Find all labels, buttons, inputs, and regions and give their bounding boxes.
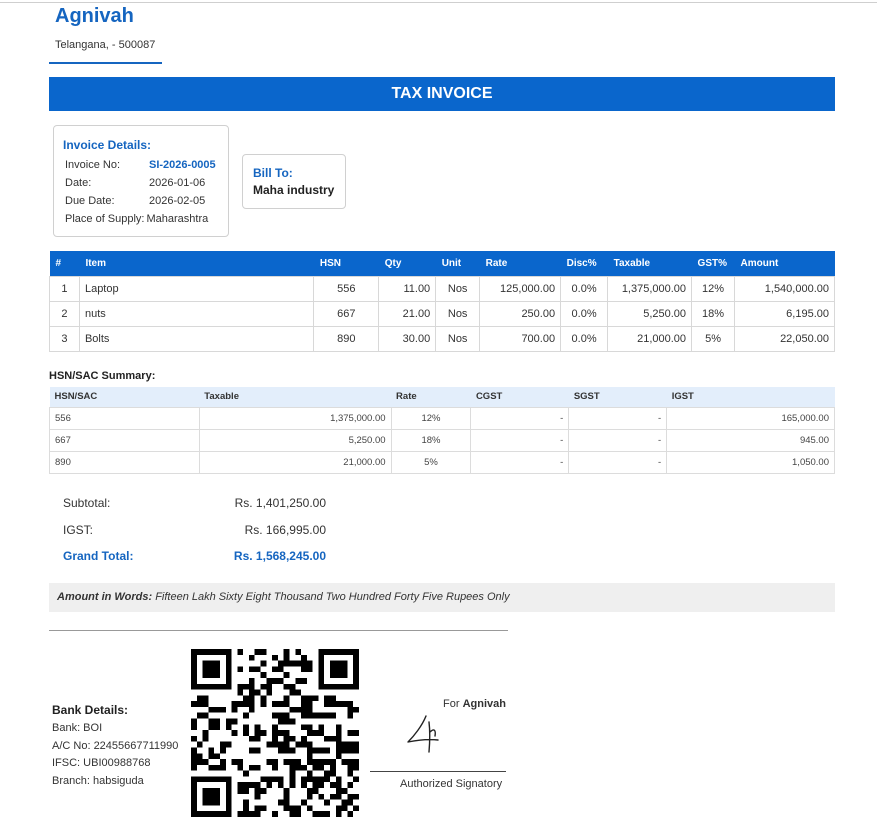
invoice-banner: TAX INVOICE — [49, 77, 835, 111]
bank-details — [52, 703, 178, 790]
item-unit: Nos — [436, 276, 480, 301]
item-name: Laptop — [79, 276, 313, 301]
amount-in-words-text: Fifteen Lakh Sixty Eight Thousand Two Hundred Forty Five Rupees Only — [155, 591, 510, 603]
grand-total-value: Rs. 1,568,245.00 — [233, 549, 326, 563]
bill-to-title: Bill To: — [253, 166, 293, 180]
bank-branch: Branch: habsiguda — [52, 774, 144, 787]
due-date-label: Due Date: — [65, 195, 115, 207]
hsn-summary-table — [49, 387, 835, 474]
items-header-cell: Taxable — [608, 251, 692, 276]
hsn-igst: 165,000.00 — [667, 407, 835, 429]
items-table — [49, 251, 835, 352]
items-header-cell: Rate — [480, 251, 561, 276]
items-header-row — [50, 251, 835, 276]
item-taxable: 1,375,000.00 — [608, 276, 692, 301]
qr-code-icon — [191, 649, 359, 817]
item-disc: 0.0% — [561, 326, 608, 351]
hsn-header-cell: SGST — [569, 387, 667, 407]
item-unit: Nos — [436, 301, 480, 326]
invoice-date-value: 2026-01-06 — [149, 177, 206, 189]
table-row — [50, 326, 835, 351]
totals-block — [63, 493, 333, 573]
item-amount: 22,050.00 — [735, 326, 835, 351]
signature-block — [370, 698, 506, 798]
subtotal-value: Rs. 1,401,250.00 — [234, 496, 326, 510]
company-underline — [49, 62, 162, 64]
place-of-supply-value: Maharashtra — [146, 213, 209, 225]
hsn-sgst: - — [569, 451, 667, 473]
item-name: Bolts — [79, 326, 313, 351]
place-of-supply-row — [63, 210, 228, 228]
subtotal-row — [63, 493, 333, 520]
invoice-date-row — [63, 174, 228, 192]
table-row — [50, 451, 835, 473]
company-name: Agnivah — [55, 5, 134, 27]
bill-to-box — [242, 154, 346, 209]
item-unit: Nos — [436, 326, 480, 351]
igst-label: IGST: — [63, 522, 94, 537]
bank-name: Bank: BOI — [52, 722, 103, 734]
hsn-header-cell: HSN/SAC — [50, 387, 200, 407]
hsn-taxable: 21,000.00 — [199, 451, 391, 473]
item-hsn: 667 — [314, 301, 379, 326]
due-date-value: 2026-02-05 — [149, 195, 206, 207]
hsn-code: 890 — [50, 451, 200, 473]
items-header-cell: GST% — [692, 251, 735, 276]
item-taxable: 21,000.00 — [608, 326, 692, 351]
footer-divider — [49, 630, 508, 631]
item-disc: 0.0% — [561, 301, 608, 326]
signature-for — [443, 698, 506, 710]
item-gst: 12% — [692, 276, 735, 301]
grand-total-row — [63, 546, 333, 573]
hsn-sgst: - — [569, 429, 667, 451]
hsn-header-cell: Taxable — [199, 387, 391, 407]
invoice-details-box — [53, 125, 229, 237]
hsn-taxable: 5,250.00 — [199, 429, 391, 451]
company-address: Telangana, - 500087 — [55, 39, 156, 51]
signature-scribble-icon — [404, 712, 454, 756]
item-index: 3 — [50, 326, 80, 351]
hsn-cgst: - — [471, 429, 569, 451]
item-name: nuts — [79, 301, 313, 326]
amount-in-words-label: Amount in Words: — [57, 591, 153, 603]
hsn-rate: 18% — [391, 429, 471, 451]
hsn-header-cell: Rate — [391, 387, 471, 407]
table-row — [50, 429, 835, 451]
table-row — [50, 301, 835, 326]
item-qty: 30.00 — [379, 326, 436, 351]
invoice-no-value: SI-2026-0005 — [149, 159, 216, 171]
due-date-row — [63, 192, 228, 210]
items-header-cell: # — [50, 251, 80, 276]
top-divider — [0, 2, 877, 3]
item-qty: 21.00 — [379, 301, 436, 326]
table-row — [50, 276, 835, 301]
table-row — [50, 407, 835, 429]
items-header-cell: Unit — [436, 251, 480, 276]
hsn-cgst: - — [471, 407, 569, 429]
item-rate: 250.00 — [480, 301, 561, 326]
hsn-header-row — [50, 387, 835, 407]
invoice-details-title: Invoice Details: — [63, 138, 152, 152]
hsn-code: 667 — [50, 429, 200, 451]
item-gst: 18% — [692, 301, 735, 326]
item-index: 2 — [50, 301, 80, 326]
items-header-cell: Amount — [735, 251, 835, 276]
item-amount: 6,195.00 — [735, 301, 835, 326]
item-amount: 1,540,000.00 — [735, 276, 835, 301]
signature-line — [370, 771, 506, 772]
hsn-cgst: - — [471, 451, 569, 473]
hsn-header-cell: CGST — [471, 387, 569, 407]
item-gst: 5% — [692, 326, 735, 351]
igst-value: Rs. 166,995.00 — [244, 522, 326, 537]
hsn-header-cell: IGST — [667, 387, 835, 407]
item-hsn: 890 — [314, 326, 379, 351]
invoice-no-label: Invoice No: — [65, 159, 121, 171]
hsn-sgst: - — [569, 407, 667, 429]
hsn-igst: 1,050.00 — [667, 451, 835, 473]
subtotal-label: Subtotal: — [63, 496, 111, 510]
bill-to-name: Maha industry — [253, 183, 335, 197]
bank-details-title: Bank Details: — [52, 703, 129, 717]
invoice-date-label: Date: — [65, 177, 92, 189]
items-header-cell: HSN — [314, 251, 379, 276]
item-qty: 11.00 — [379, 276, 436, 301]
item-disc: 0.0% — [561, 276, 608, 301]
hsn-rate: 12% — [391, 407, 471, 429]
item-index: 1 — [50, 276, 80, 301]
item-rate: 125,000.00 — [480, 276, 561, 301]
item-rate: 700.00 — [480, 326, 561, 351]
amount-in-words — [49, 583, 835, 612]
bank-account: A/C No: 22455667711990 — [52, 739, 179, 752]
items-header-cell: Disc% — [561, 251, 608, 276]
hsn-taxable: 1,375,000.00 — [199, 407, 391, 429]
grand-total-label: Grand Total: — [63, 549, 134, 563]
signature-for-label: For — [443, 698, 460, 710]
invoice-no-row — [63, 156, 228, 174]
authorized-signatory-label: Authorized Signatory — [400, 778, 503, 790]
item-hsn: 556 — [314, 276, 379, 301]
items-header-cell: Item — [79, 251, 313, 276]
hsn-igst: 945.00 — [667, 429, 835, 451]
place-of-supply-label: Place of Supply: — [65, 213, 145, 225]
signature-company: Agnivah — [462, 698, 506, 710]
igst-row — [63, 520, 333, 547]
item-taxable: 5,250.00 — [608, 301, 692, 326]
hsn-rate: 5% — [391, 451, 471, 473]
hsn-summary-title: HSN/SAC Summary: — [49, 370, 156, 382]
items-header-cell: Qty — [379, 251, 436, 276]
bank-ifsc: IFSC: UBI00988768 — [52, 757, 151, 769]
hsn-code: 556 — [50, 407, 200, 429]
